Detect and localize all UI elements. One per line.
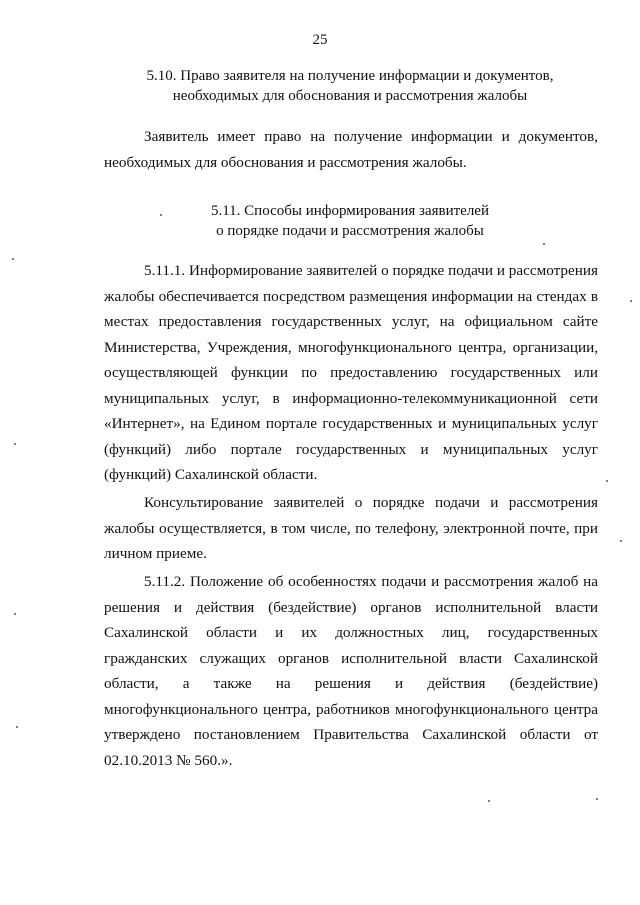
section-5-11-heading <box>100 201 600 241</box>
scan-speck <box>606 480 608 482</box>
section-5-10-paragraph: Заявитель имеет право на получение информации и документов, необходимых для обоснования и рассмотрения жалобы. <box>104 128 598 171</box>
paragraph-consultation: Консультирование заявителей о порядке подачи и рассмотрения жалобы осуществляется, в том числе, по телефону, электронной почте, при личном приеме. <box>104 494 598 562</box>
scan-speck <box>16 726 18 728</box>
section-5-11-heading-line-2: о порядке подачи и рассмотрения жалобы <box>216 223 484 239</box>
scan-speck <box>488 800 490 802</box>
paragraph-5-11-1: 5.11.1. Информирование заявителей о порядке подачи и рассмотрения жалобы обеспечивается посредством размещения информации на стендах в местах предоставления государственных услуг, на официальном сайте Министерства, Учреждения, многофункционального центра, организации, осуществляющей функции по предоставлению государственных или муниципальных услуг, в информационно-телекоммуникационной сети «Интернет», на Едином портале государственных и муниципальных услуг (функций) либо портале государственных и муниципальных услуг (функций) Сахалинской области. <box>104 262 598 483</box>
paragraph-5-11-2: 5.11.2. Положение об особенностях подачи и рассмотрения жалоб на решения и действия (бездействие) органов исполнительной власти Сахалинской области и их должностных лиц, государственных гражданских служащих органов исполнительной власти Сахалинской области, а также на решения и действия (бездействие) многофункционального центра, работников многофункционального центра утверждено постановлением Правительства Сахалинской области от 02.10.2013 № 560.». <box>104 573 598 769</box>
section-5-10-heading-line-2: необходимых для обоснования и рассмотрения жалобы <box>172 88 528 104</box>
scan-speck <box>596 798 598 800</box>
section-5-11-heading-line-1: 5.11. Способы информирования заявителей <box>210 203 489 219</box>
section-5-10-heading <box>100 66 600 106</box>
scan-speck <box>14 613 16 615</box>
scan-speck <box>543 243 545 245</box>
scan-speck <box>160 214 162 216</box>
scan-speck <box>14 443 16 445</box>
section-5-10-heading-line-1: 5.10. Право заявителя на получение информации и документов, <box>146 68 554 84</box>
page-number: 25 <box>312 32 328 48</box>
scan-speck <box>620 540 622 542</box>
scan-speck <box>630 300 632 302</box>
scan-speck <box>12 258 14 260</box>
